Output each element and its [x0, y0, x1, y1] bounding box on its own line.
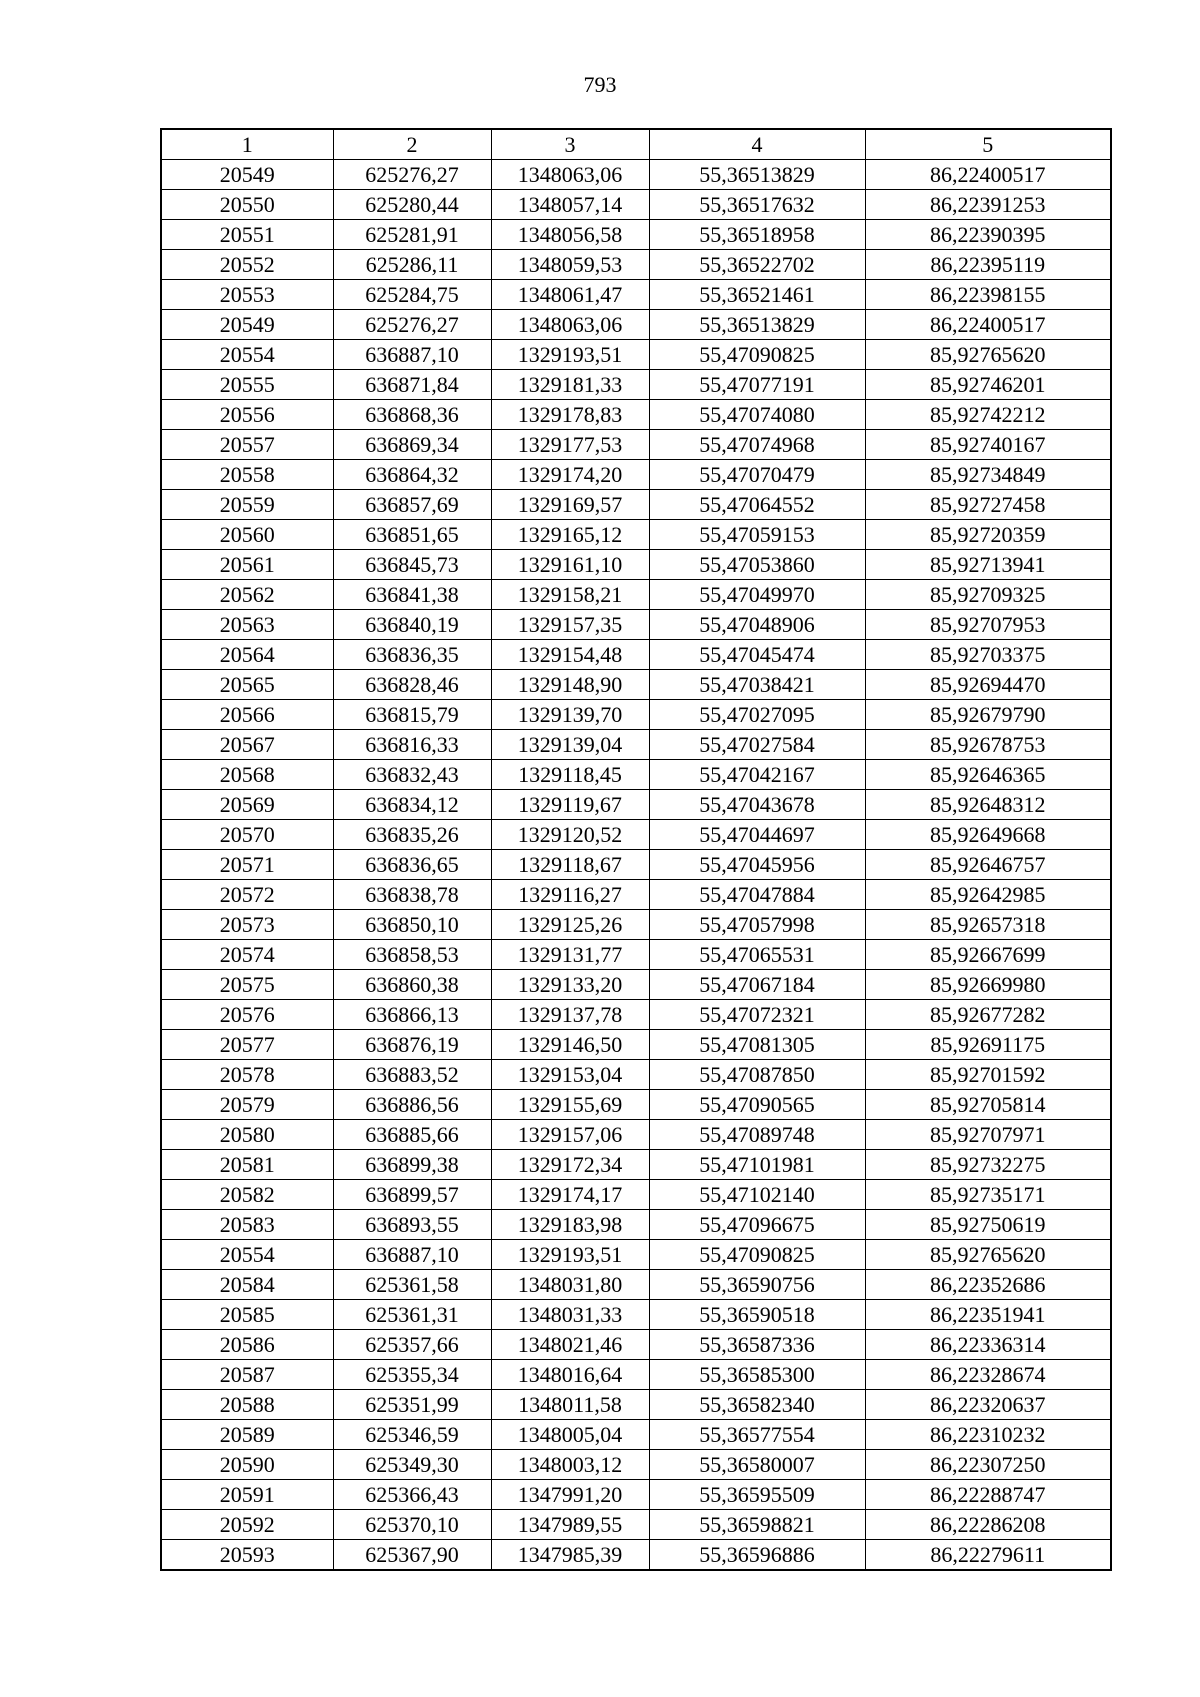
table-cell-col-3: 1348061,47: [491, 280, 649, 310]
table-row: [161, 1480, 1111, 1510]
table-row: [161, 190, 1111, 220]
table-cell-col-4: 55,47087850: [649, 1060, 865, 1090]
table-cell-col-1: 20577: [161, 1030, 333, 1060]
table-cell-col-1: 20549: [161, 160, 333, 190]
table-cell-col-2: 636840,19: [333, 610, 491, 640]
table-cell-col-1: 20557: [161, 430, 333, 460]
table-cell-col-2: 636893,55: [333, 1210, 491, 1240]
table-row: [161, 220, 1111, 250]
table-cell-col-2: 636845,73: [333, 550, 491, 580]
table-cell-col-2: 636858,53: [333, 940, 491, 970]
table-cell-col-3: 1329153,04: [491, 1060, 649, 1090]
table-row: [161, 250, 1111, 280]
table-row: [161, 1510, 1111, 1540]
table-cell-col-5: 85,92727458: [865, 490, 1111, 520]
table-cell-col-5: 85,92732275: [865, 1150, 1111, 1180]
table-cell-col-1: 20574: [161, 940, 333, 970]
table-cell-col-5: 85,92694470: [865, 670, 1111, 700]
table-row: [161, 280, 1111, 310]
table-row: [161, 700, 1111, 730]
table-cell-col-2: 636864,32: [333, 460, 491, 490]
table-cell-col-3: 1329169,57: [491, 490, 649, 520]
table-cell-col-5: 85,92707971: [865, 1120, 1111, 1150]
table-cell-col-1: 20571: [161, 850, 333, 880]
table-row: [161, 970, 1111, 1000]
table-cell-col-4: 55,47045474: [649, 640, 865, 670]
table-cell-col-1: 20560: [161, 520, 333, 550]
table-cell-col-1: 20567: [161, 730, 333, 760]
table-cell-col-4: 55,47074080: [649, 400, 865, 430]
table-cell-col-5: 85,92646757: [865, 850, 1111, 880]
table-row: [161, 1120, 1111, 1150]
table-cell-col-2: 636836,35: [333, 640, 491, 670]
table-cell-col-5: 85,92709325: [865, 580, 1111, 610]
table-cell-col-3: 1329120,52: [491, 820, 649, 850]
table-cell-col-1: 20565: [161, 670, 333, 700]
table-cell-col-5: 85,92677282: [865, 1000, 1111, 1030]
table-cell-col-2: 636835,26: [333, 820, 491, 850]
table-cell-col-4: 55,36590518: [649, 1300, 865, 1330]
table-cell-col-4: 55,47049970: [649, 580, 865, 610]
table-cell-col-2: 636876,19: [333, 1030, 491, 1060]
table-cell-col-5: 85,92703375: [865, 640, 1111, 670]
table-cell-col-5: 85,92735171: [865, 1180, 1111, 1210]
table-cell-col-5: 86,22352686: [865, 1270, 1111, 1300]
table-cell-col-3: 1329161,10: [491, 550, 649, 580]
table-cell-col-2: 636838,78: [333, 880, 491, 910]
table-cell-col-4: 55,47074968: [649, 430, 865, 460]
table-cell-col-2: 636834,12: [333, 790, 491, 820]
table-row: [161, 310, 1111, 340]
table-cell-col-5: 85,92646365: [865, 760, 1111, 790]
table-cell-col-1: 20590: [161, 1450, 333, 1480]
table-cell-col-4: 55,47044697: [649, 820, 865, 850]
table-cell-col-4: 55,47038421: [649, 670, 865, 700]
table-cell-col-1: 20573: [161, 910, 333, 940]
table-cell-col-2: 636886,56: [333, 1090, 491, 1120]
table-cell-col-5: 85,92765620: [865, 1240, 1111, 1270]
table-cell-col-5: 86,22398155: [865, 280, 1111, 310]
table-cell-col-5: 85,92713941: [865, 550, 1111, 580]
table-cell-col-3: 1329157,06: [491, 1120, 649, 1150]
table-cell-col-3: 1329158,21: [491, 580, 649, 610]
table-cell-col-3: 1348056,58: [491, 220, 649, 250]
table-cell-col-5: 86,22336314: [865, 1330, 1111, 1360]
table-row: [161, 430, 1111, 460]
table-cell-col-1: 20570: [161, 820, 333, 850]
table-cell-col-1: 20580: [161, 1120, 333, 1150]
table-cell-col-2: 636828,46: [333, 670, 491, 700]
table-cell-col-2: 636857,69: [333, 490, 491, 520]
table-cell-col-4: 55,47057998: [649, 910, 865, 940]
table-cell-col-3: 1329118,67: [491, 850, 649, 880]
table-cell-col-2: 636851,65: [333, 520, 491, 550]
table-cell-col-4: 55,47101981: [649, 1150, 865, 1180]
table-cell-col-3: 1348063,06: [491, 160, 649, 190]
table-cell-col-1: 20563: [161, 610, 333, 640]
table-cell-col-5: 85,92648312: [865, 790, 1111, 820]
table-row: [161, 760, 1111, 790]
table-cell-col-1: 20583: [161, 1210, 333, 1240]
table-cell-col-2: 636899,57: [333, 1180, 491, 1210]
table-cell-col-5: 86,22307250: [865, 1450, 1111, 1480]
table-cell-col-2: 625366,43: [333, 1480, 491, 1510]
table-cell-col-3: 1329178,83: [491, 400, 649, 430]
table-cell-col-2: 636816,33: [333, 730, 491, 760]
table-cell-col-4: 55,47096675: [649, 1210, 865, 1240]
table-cell-col-1: 20589: [161, 1420, 333, 1450]
table-cell-col-3: 1347985,39: [491, 1540, 649, 1571]
table-row: [161, 730, 1111, 760]
table-cell-col-5: 85,92667699: [865, 940, 1111, 970]
table-cell-col-3: 1329125,26: [491, 910, 649, 940]
table-cell-col-5: 85,92669980: [865, 970, 1111, 1000]
table-cell-col-3: 1329177,53: [491, 430, 649, 460]
table-cell-col-4: 55,47043678: [649, 790, 865, 820]
table-cell-col-2: 625361,31: [333, 1300, 491, 1330]
table-cell-col-4: 55,47045956: [649, 850, 865, 880]
table-row: [161, 550, 1111, 580]
table-cell-col-2: 636883,52: [333, 1060, 491, 1090]
table-cell-col-4: 55,47065531: [649, 940, 865, 970]
table-cell-col-4: 55,36513829: [649, 160, 865, 190]
table-cell-col-4: 55,47042167: [649, 760, 865, 790]
table-cell-col-4: 55,47059153: [649, 520, 865, 550]
table-cell-col-5: 85,92750619: [865, 1210, 1111, 1240]
table-cell-col-5: 86,22400517: [865, 160, 1111, 190]
column-header-2: 2: [333, 129, 491, 160]
table-cell-col-1: 20586: [161, 1330, 333, 1360]
table-cell-col-2: 625351,99: [333, 1390, 491, 1420]
table-cell-col-4: 55,36580007: [649, 1450, 865, 1480]
table-row: [161, 1540, 1111, 1571]
table-cell-col-4: 55,36595509: [649, 1480, 865, 1510]
table-cell-col-2: 636887,10: [333, 340, 491, 370]
table-cell-col-1: 20569: [161, 790, 333, 820]
table-cell-col-4: 55,47048906: [649, 610, 865, 640]
table-cell-col-5: 85,92679790: [865, 700, 1111, 730]
table-cell-col-3: 1329154,48: [491, 640, 649, 670]
table-cell-col-2: 636832,43: [333, 760, 491, 790]
table-row: [161, 1060, 1111, 1090]
column-header-5: 5: [865, 129, 1111, 160]
table-cell-col-5: 86,22286208: [865, 1510, 1111, 1540]
table-cell-col-2: 636869,34: [333, 430, 491, 460]
table-cell-col-5: 86,22395119: [865, 250, 1111, 280]
table-cell-col-5: 86,22320637: [865, 1390, 1111, 1420]
table-row: [161, 940, 1111, 970]
table-cell-col-1: 20553: [161, 280, 333, 310]
table-cell-col-3: 1329131,77: [491, 940, 649, 970]
table-cell-col-3: 1329155,69: [491, 1090, 649, 1120]
table-cell-col-1: 20562: [161, 580, 333, 610]
table-cell-col-5: 85,92746201: [865, 370, 1111, 400]
table-cell-col-3: 1329157,35: [491, 610, 649, 640]
table-cell-col-1: 20585: [161, 1300, 333, 1330]
table-row: [161, 1390, 1111, 1420]
table-cell-col-3: 1329183,98: [491, 1210, 649, 1240]
table-cell-col-3: 1348031,80: [491, 1270, 649, 1300]
table-cell-col-2: 636866,13: [333, 1000, 491, 1030]
table-cell-col-2: 625276,27: [333, 160, 491, 190]
table-cell-col-5: 85,92649668: [865, 820, 1111, 850]
table-row: [161, 1210, 1111, 1240]
table-cell-col-2: 636871,84: [333, 370, 491, 400]
header-row: [161, 129, 1111, 160]
table-cell-col-3: 1347991,20: [491, 1480, 649, 1510]
table-cell-col-5: 85,92678753: [865, 730, 1111, 760]
table-row: [161, 1000, 1111, 1030]
column-header-1: 1: [161, 129, 333, 160]
table-cell-col-5: 85,92701592: [865, 1060, 1111, 1090]
table-cell-col-4: 55,47072321: [649, 1000, 865, 1030]
table-cell-col-4: 55,47090825: [649, 340, 865, 370]
table-cell-col-5: 86,22279611: [865, 1540, 1111, 1571]
table-cell-col-5: 86,22351941: [865, 1300, 1111, 1330]
table-cell-col-1: 20591: [161, 1480, 333, 1510]
table-cell-col-3: 1329139,04: [491, 730, 649, 760]
table-cell-col-2: 636841,38: [333, 580, 491, 610]
table-cell-col-1: 20555: [161, 370, 333, 400]
table-cell-col-3: 1329174,17: [491, 1180, 649, 1210]
table-cell-col-3: 1329116,27: [491, 880, 649, 910]
table-cell-col-4: 55,36577554: [649, 1420, 865, 1450]
table-cell-col-4: 55,47067184: [649, 970, 865, 1000]
table-row: [161, 670, 1111, 700]
table-cell-col-5: 85,92707953: [865, 610, 1111, 640]
table-row: [161, 1330, 1111, 1360]
table-cell-col-1: 20572: [161, 880, 333, 910]
table-cell-col-4: 55,36590756: [649, 1270, 865, 1300]
table-cell-col-2: 636887,10: [333, 1240, 491, 1270]
table-cell-col-2: 636899,38: [333, 1150, 491, 1180]
table-cell-col-3: 1329193,51: [491, 340, 649, 370]
table-row: [161, 790, 1111, 820]
table-cell-col-1: 20581: [161, 1150, 333, 1180]
table-cell-col-3: 1348021,46: [491, 1330, 649, 1360]
table-cell-col-4: 55,36585300: [649, 1360, 865, 1390]
table-cell-col-1: 20552: [161, 250, 333, 280]
table-cell-col-1: 20588: [161, 1390, 333, 1420]
table-cell-col-2: 625357,66: [333, 1330, 491, 1360]
table-cell-col-1: 20582: [161, 1180, 333, 1210]
table-cell-col-2: 625280,44: [333, 190, 491, 220]
table-cell-col-1: 20564: [161, 640, 333, 670]
table-cell-col-3: 1329118,45: [491, 760, 649, 790]
table-cell-col-1: 20549: [161, 310, 333, 340]
table-cell-col-5: 85,92734849: [865, 460, 1111, 490]
table-cell-col-4: 55,47090825: [649, 1240, 865, 1270]
table-cell-col-4: 55,36587336: [649, 1330, 865, 1360]
table-cell-col-5: 85,92765620: [865, 340, 1111, 370]
table-cell-col-4: 55,36518958: [649, 220, 865, 250]
table-row: [161, 1240, 1111, 1270]
table-row: [161, 850, 1111, 880]
table-row: [161, 340, 1111, 370]
table-cell-col-4: 55,36522702: [649, 250, 865, 280]
table-row: [161, 1270, 1111, 1300]
table-cell-col-3: 1348005,04: [491, 1420, 649, 1450]
table-cell-col-2: 625284,75: [333, 280, 491, 310]
table-row: [161, 610, 1111, 640]
table-cell-col-2: 625286,11: [333, 250, 491, 280]
table-cell-col-1: 20566: [161, 700, 333, 730]
table-cell-col-3: 1348059,53: [491, 250, 649, 280]
table-row: [161, 520, 1111, 550]
table-header: [161, 129, 1111, 160]
table-body: [161, 160, 1111, 1571]
table-cell-col-1: 20575: [161, 970, 333, 1000]
table-row: [161, 640, 1111, 670]
table-cell-col-2: 636836,65: [333, 850, 491, 880]
coordinates-table: [160, 128, 1112, 1571]
table-cell-col-3: 1329119,67: [491, 790, 649, 820]
table-cell-col-5: 86,22391253: [865, 190, 1111, 220]
table-cell-col-5: 85,92740167: [865, 430, 1111, 460]
table-cell-col-1: 20593: [161, 1540, 333, 1571]
table-cell-col-1: 20551: [161, 220, 333, 250]
column-header-3: 3: [491, 129, 649, 160]
table-row: [161, 400, 1111, 430]
table-row: [161, 490, 1111, 520]
table-row: [161, 1150, 1111, 1180]
table-cell-col-2: 636885,66: [333, 1120, 491, 1150]
table-cell-col-4: 55,47027584: [649, 730, 865, 760]
table-cell-col-3: 1329193,51: [491, 1240, 649, 1270]
table-row: [161, 1300, 1111, 1330]
table-cell-col-3: 1348016,64: [491, 1360, 649, 1390]
table-cell-col-4: 55,47077191: [649, 370, 865, 400]
table-cell-col-2: 636850,10: [333, 910, 491, 940]
table-cell-col-5: 86,22310232: [865, 1420, 1111, 1450]
table-cell-col-4: 55,36596886: [649, 1540, 865, 1571]
table-cell-col-1: 20556: [161, 400, 333, 430]
table-cell-col-4: 55,47081305: [649, 1030, 865, 1060]
table-cell-col-4: 55,36513829: [649, 310, 865, 340]
table-cell-col-5: 85,92705814: [865, 1090, 1111, 1120]
table-cell-col-4: 55,47102140: [649, 1180, 865, 1210]
table-cell-col-2: 625370,10: [333, 1510, 491, 1540]
table-cell-col-1: 20568: [161, 760, 333, 790]
table-row: [161, 1090, 1111, 1120]
table-row: [161, 1030, 1111, 1060]
table-cell-col-3: 1329174,20: [491, 460, 649, 490]
table-cell-col-1: 20561: [161, 550, 333, 580]
table-cell-col-3: 1329146,50: [491, 1030, 649, 1060]
table-cell-col-4: 55,36517632: [649, 190, 865, 220]
table-cell-col-3: 1348003,12: [491, 1450, 649, 1480]
table-cell-col-3: 1329165,12: [491, 520, 649, 550]
table-cell-col-3: 1348057,14: [491, 190, 649, 220]
table-row: [161, 880, 1111, 910]
table-cell-col-5: 85,92691175: [865, 1030, 1111, 1060]
table-cell-col-5: 85,92742212: [865, 400, 1111, 430]
table-cell-col-1: 20592: [161, 1510, 333, 1540]
table-row: [161, 1450, 1111, 1480]
table-cell-col-2: 625281,91: [333, 220, 491, 250]
table-cell-col-1: 20579: [161, 1090, 333, 1120]
table-cell-col-2: 636860,38: [333, 970, 491, 1000]
table-cell-col-3: 1329139,70: [491, 700, 649, 730]
table-cell-col-2: 636868,36: [333, 400, 491, 430]
table-row: [161, 1360, 1111, 1390]
table-cell-col-1: 20559: [161, 490, 333, 520]
table-cell-col-3: 1329172,34: [491, 1150, 649, 1180]
table-cell-col-4: 55,47070479: [649, 460, 865, 490]
table-cell-col-1: 20576: [161, 1000, 333, 1030]
table-cell-col-5: 86,22390395: [865, 220, 1111, 250]
table-row: [161, 1420, 1111, 1450]
table-cell-col-4: 55,47064552: [649, 490, 865, 520]
table-cell-col-5: 86,22400517: [865, 310, 1111, 340]
table-cell-col-4: 55,47053860: [649, 550, 865, 580]
table-cell-col-3: 1348031,33: [491, 1300, 649, 1330]
table-cell-col-1: 20558: [161, 460, 333, 490]
table-row: [161, 160, 1111, 190]
table-cell-col-1: 20587: [161, 1360, 333, 1390]
table-cell-col-4: 55,36598821: [649, 1510, 865, 1540]
table-cell-col-3: 1329148,90: [491, 670, 649, 700]
table-cell-col-4: 55,47027095: [649, 700, 865, 730]
table-cell-col-2: 625367,90: [333, 1540, 491, 1571]
table-cell-col-1: 20578: [161, 1060, 333, 1090]
table-cell-col-5: 85,92642985: [865, 880, 1111, 910]
table-cell-col-3: 1329133,20: [491, 970, 649, 1000]
table-cell-col-2: 625361,58: [333, 1270, 491, 1300]
table-cell-col-3: 1348011,58: [491, 1390, 649, 1420]
table-cell-col-4: 55,47047884: [649, 880, 865, 910]
table-cell-col-1: 20554: [161, 340, 333, 370]
column-header-4: 4: [649, 129, 865, 160]
table-cell-col-1: 20550: [161, 190, 333, 220]
table-cell-col-5: 85,92657318: [865, 910, 1111, 940]
table-cell-col-4: 55,47089748: [649, 1120, 865, 1150]
table-cell-col-5: 85,92720359: [865, 520, 1111, 550]
table-cell-col-2: 625346,59: [333, 1420, 491, 1450]
table-row: [161, 1180, 1111, 1210]
table-row: [161, 460, 1111, 490]
table-cell-col-2: 625355,34: [333, 1360, 491, 1390]
table-row: [161, 820, 1111, 850]
table-cell-col-3: 1347989,55: [491, 1510, 649, 1540]
table-row: [161, 370, 1111, 400]
table-cell-col-1: 20584: [161, 1270, 333, 1300]
table-cell-col-2: 625276,27: [333, 310, 491, 340]
page-number: 793: [583, 72, 617, 97]
table-cell-col-4: 55,36521461: [649, 280, 865, 310]
table-cell-col-4: 55,36582340: [649, 1390, 865, 1420]
table-row: [161, 910, 1111, 940]
table-cell-col-1: 20554: [161, 1240, 333, 1270]
table-cell-col-3: 1348063,06: [491, 310, 649, 340]
table-cell-col-5: 86,22328674: [865, 1360, 1111, 1390]
table-cell-col-5: 86,22288747: [865, 1480, 1111, 1510]
table-cell-col-3: 1329181,33: [491, 370, 649, 400]
table-row: [161, 580, 1111, 610]
table-cell-col-4: 55,47090565: [649, 1090, 865, 1120]
table-cell-col-2: 625349,30: [333, 1450, 491, 1480]
table-cell-col-2: 636815,79: [333, 700, 491, 730]
table-cell-col-3: 1329137,78: [491, 1000, 649, 1030]
